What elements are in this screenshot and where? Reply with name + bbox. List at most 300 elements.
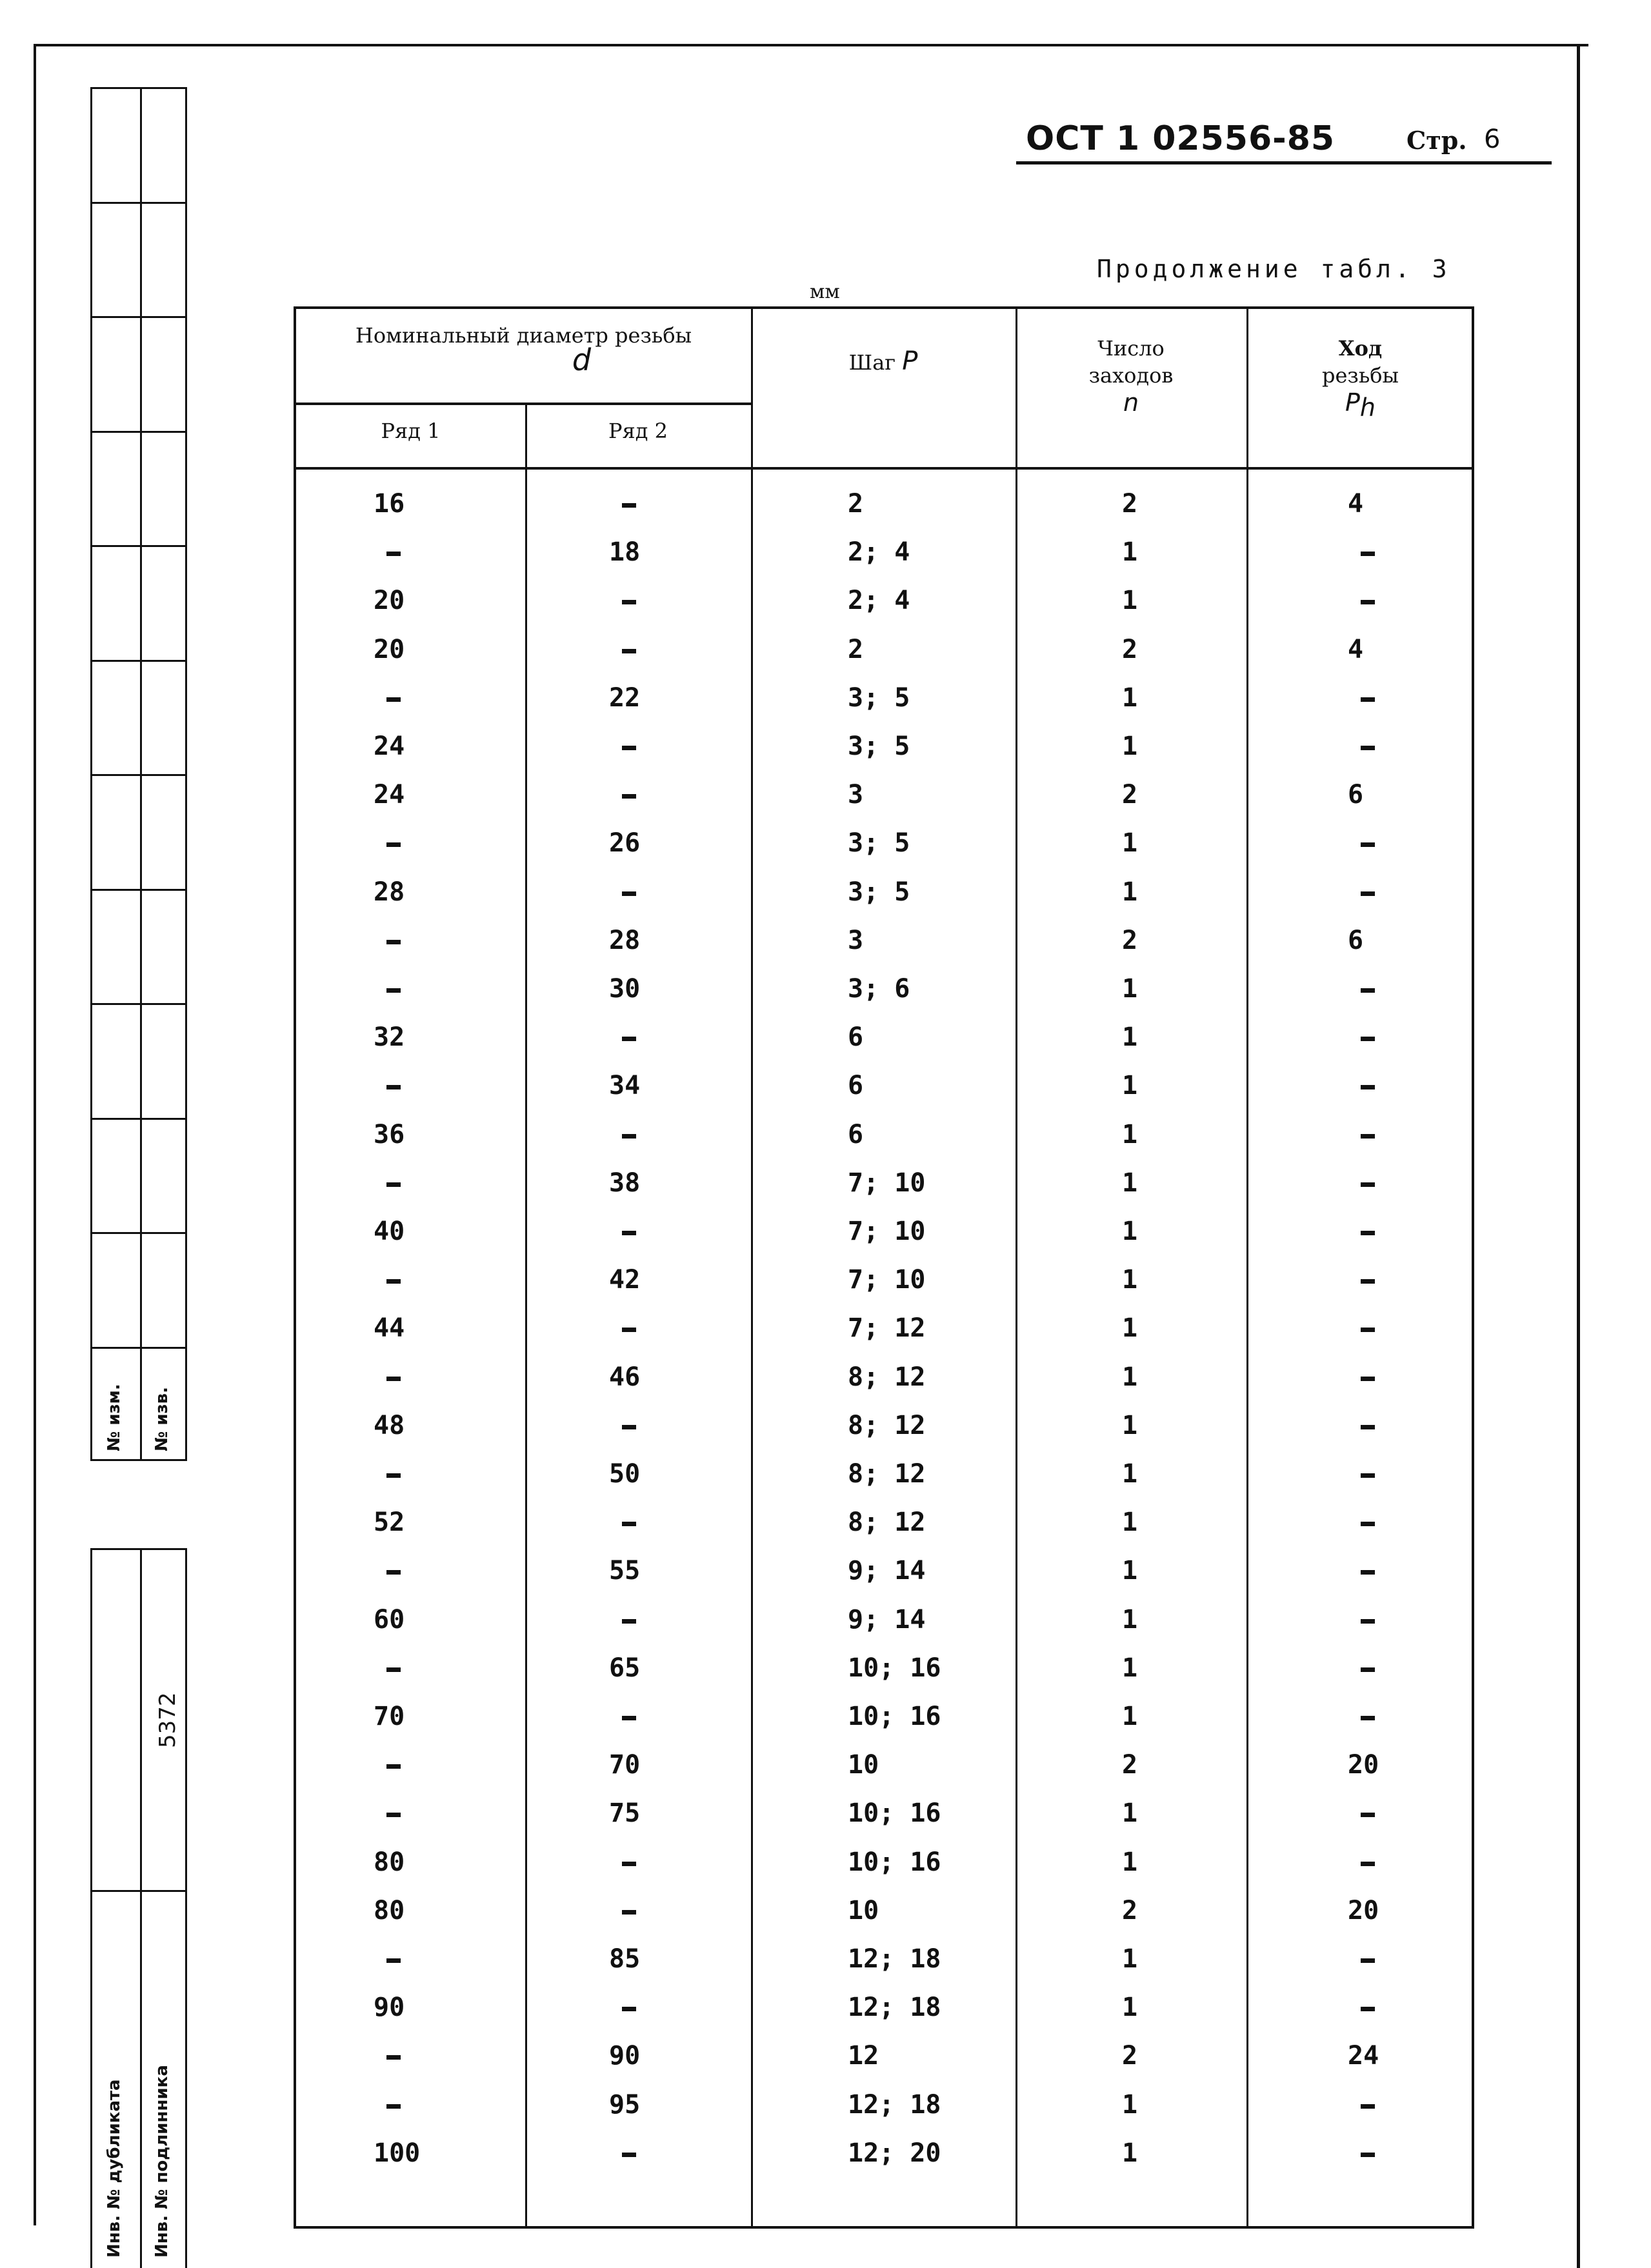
table-cell: 1 [1122,1604,1138,1635]
table-row [296,965,1477,1013]
header-lead-symbol-h: h [1359,393,1376,422]
table-cell: 48 [374,1410,405,1440]
table-cell [374,965,389,1013]
header-nominal-diameter-symbol: d [572,343,592,377]
table-cell: 20 [1348,1750,1379,1780]
dash-mark [1361,1425,1375,1429]
table-row [296,1741,1477,1789]
table-row [296,1159,1477,1208]
table-cell: 10; 16 [848,1653,941,1683]
label-duplicate-inventory: Инв. № дубликата [105,2079,124,2258]
table-cell: 1 [1122,1459,1138,1489]
table-cell: 1 [1122,1022,1138,1053]
table-cell: 10 [848,1895,879,1925]
table-cell: 65 [609,1653,641,1683]
table-cell: 3; 5 [848,731,910,761]
table-cell [1348,1693,1363,1741]
table-cell: 2 [848,489,864,519]
table-cell [374,2032,389,2080]
table-cell [609,480,625,528]
table-cell: 52 [374,1507,405,1538]
dash-mark [386,1570,401,1575]
header-lead [1246,335,1474,421]
table-cell: 24 [1348,2041,1379,2071]
table-cell [1348,2129,1363,2178]
header-nominal-diameter [296,322,751,349]
dash-mark [622,891,636,896]
table-row [296,1256,1477,1304]
table-cell: 7; 10 [848,1265,926,1295]
table-cell: 8; 12 [848,1507,926,1538]
header-starts-symbol: n [1123,388,1139,417]
table-row [296,2081,1477,2129]
table-cell: 1 [1122,1362,1138,1392]
table-cell: 6 [1348,780,1364,810]
table-cell: 3; 5 [848,877,910,907]
table-cell: 7; 10 [848,1168,926,1198]
table-cell: 55 [609,1556,641,1586]
dash-mark [1361,1231,1375,1235]
table-row [296,1693,1477,1741]
table-cell [374,1159,389,1208]
table-cell: 26 [609,828,641,859]
dash-mark [622,1037,636,1041]
dash-mark [1361,1619,1375,1624]
table-row [296,868,1477,917]
dash-mark [622,1716,636,1720]
dash-mark [386,1279,401,1284]
table-row [296,1935,1477,1984]
table-cell: 80 [374,1895,405,1925]
table-cell: 7; 12 [848,1313,926,1344]
header-starts-line1: Число [1097,336,1165,361]
dash-mark [1361,1473,1375,1478]
table-cell: 34 [609,1071,641,1101]
table-cell [1348,1838,1363,1887]
table-cell: 1 [1122,1410,1138,1440]
table-cell [609,1304,625,1353]
table-cell: 32 [374,1022,405,1053]
header-divider [296,403,751,405]
dash-mark [1361,2104,1375,2109]
table-cell: 1 [1122,1265,1138,1295]
table-cell: 90 [374,1993,405,2023]
table-cell [1348,1353,1363,1402]
dash-mark [1361,1134,1375,1139]
table-cell: 9; 14 [848,1556,926,1586]
table-cell: 2 [1122,1895,1138,1925]
dash-mark [386,1764,401,1769]
table-cell: 9; 14 [848,1604,926,1635]
table-row [296,1111,1477,1159]
header-rule [1016,161,1552,164]
dash-mark [386,1958,401,1963]
table-cell: 12; 18 [848,1993,941,2023]
page-label: Стр. [1406,126,1467,155]
dash-mark [1361,697,1375,702]
table-cell [1348,577,1363,625]
table-cell: 24 [374,731,405,761]
dash-mark [622,1619,636,1624]
table-cell [1348,1498,1363,1547]
table-cell [609,1596,625,1644]
dash-mark [622,1522,636,1526]
table-cell: 8; 12 [848,1410,926,1440]
table-continuation-caption: Продолжение табл. 3 [1097,255,1451,283]
table-cell [1348,1159,1363,1208]
table-row [296,722,1477,771]
dash-mark [622,2007,636,2011]
dash-mark [1361,600,1375,604]
header-pitch-text: Шаг [848,350,896,375]
dash-mark [1361,1667,1375,1672]
table-cell: 12 [848,2041,879,2071]
table-cell: 40 [374,1217,405,1246]
table-cell: 1 [1122,1847,1138,1877]
table-cell [609,1111,625,1159]
dash-mark [386,2055,401,2060]
table-row [296,1984,1477,2032]
table-cell [1348,1547,1363,1595]
dash-mark [386,940,401,944]
table-cell [1348,965,1363,1013]
table-row [296,2032,1477,2080]
thread-table [294,306,1474,2229]
table-cell [609,1693,625,1741]
table-cell [1348,1935,1363,1984]
table-cell: 50 [609,1459,641,1489]
table-cell [609,1498,625,1547]
page-frame-top [34,44,1588,46]
table-cell: 3 [848,925,864,955]
page-frame-right [1577,44,1580,2268]
dash-mark [386,2104,401,2109]
table-row [296,2129,1477,2178]
table-cell: 1 [1122,1217,1138,1246]
table-cell: 1 [1122,1944,1138,1974]
table-cell: 1 [1122,828,1138,859]
table-cell: 1 [1122,2138,1138,2168]
dash-mark [622,1425,636,1429]
label-original-inventory: Инв. № подлинника [152,2065,172,2258]
dash-mark [386,1377,401,1381]
table-cell: 20 [374,586,405,616]
table-cell: 1 [1122,1556,1138,1586]
table-cell [609,2129,625,2178]
table-cell [1348,1984,1363,2032]
table-cell: 1 [1122,1702,1138,1731]
dash-mark [386,842,401,847]
table-cell [374,1062,389,1110]
table-row [296,1596,1477,1644]
table-row [296,1644,1477,1693]
table-row [296,771,1477,819]
table-row [296,1208,1477,1256]
table-cell: 6 [848,1022,864,1053]
table-cell: 28 [374,877,405,907]
dash-mark [386,1813,401,1817]
table-cell: 16 [374,489,405,519]
table-cell [1348,1644,1363,1693]
table-row [296,917,1477,965]
table-cell: 2 [1122,780,1138,810]
table-cell: 44 [374,1313,405,1344]
dash-mark [1361,1377,1375,1381]
label-change-number: № изм. [105,1384,124,1451]
dash-mark [622,1910,636,1915]
table-cell: 2 [1122,634,1138,664]
table-cell [1348,1450,1363,1498]
table-cell: 2; 4 [848,537,910,568]
table-cell [374,1741,389,1789]
table-cell [1348,1111,1363,1159]
dash-mark [622,649,636,653]
table-row [296,819,1477,868]
table-cell [374,674,389,722]
document-code: ОСТ 1 02556-85 [1026,119,1336,158]
dash-mark [1361,2007,1375,2011]
table-row [296,1498,1477,1547]
table-cell: 70 [374,1702,405,1731]
table-cell: 70 [609,1750,641,1780]
table-row [296,1887,1477,1935]
table-cell [1348,1402,1363,1450]
table-cell: 85 [609,1944,641,1974]
table-cell: 1 [1122,2089,1138,2120]
page-frame-left [34,45,36,2225]
dash-mark [1361,988,1375,993]
table-row [296,480,1477,528]
dash-mark [1361,2153,1375,2157]
table-cell [374,1935,389,1984]
table-cell: 100 [374,2138,421,2168]
dash-mark [622,1231,636,1235]
table-cell [1348,1208,1363,1256]
table-cell: 12; 18 [848,2089,941,2120]
table-cell: 75 [609,1798,641,1829]
table-cell: 6 [848,1119,864,1149]
header-starts-line2: заходов [1088,363,1174,388]
table-cell: 1 [1122,1168,1138,1198]
table-cell: 20 [374,634,405,664]
table-row [296,1789,1477,1838]
table-cell [374,1353,389,1402]
side-strip-lower [90,1548,187,2268]
table-cell: 10; 16 [848,1702,941,1731]
table-cell [609,1013,625,1062]
dash-mark [1361,1813,1375,1817]
table-cell: 1 [1122,586,1138,616]
table-cell [1348,1256,1363,1304]
header-nominal-diameter-line2 [296,343,751,377]
table-cell: 1 [1122,1313,1138,1344]
table-cell [374,1789,389,1838]
dash-mark [1361,746,1375,750]
table-cell [374,819,389,868]
dash-mark [1361,1328,1375,1332]
dash-mark [1361,1570,1375,1575]
dash-mark [386,1182,401,1187]
table-cell: 4 [1348,489,1364,519]
dash-mark [386,552,401,556]
table-cell: 1 [1122,877,1138,907]
dash-mark [622,503,636,508]
table-row [296,1062,1477,1110]
dash-mark [1361,1037,1375,1041]
table-cell: 42 [609,1265,641,1295]
table-cell: 10 [848,1750,879,1780]
dash-mark [386,1085,401,1089]
dash-mark [622,1134,636,1139]
dash-mark [386,1667,401,1672]
label-notice-number: № изв. [152,1387,172,1451]
dash-mark [1361,1182,1375,1187]
table-cell: 1 [1122,974,1138,1004]
dash-mark [1361,842,1375,847]
table-cell: 1 [1122,1993,1138,2023]
table-cell: 1 [1122,1507,1138,1538]
dash-mark [1361,891,1375,896]
table-cell: 24 [374,780,405,810]
table-row [296,577,1477,625]
dash-mark [386,1473,401,1478]
table-cell [609,1887,625,1935]
table-cell: 36 [374,1119,405,1149]
table-cell: 1 [1122,1119,1138,1149]
table-cell: 12; 20 [848,2138,941,2168]
table-cell [374,528,389,577]
table-cell: 95 [609,2089,641,2120]
table-row [296,674,1477,722]
table-cell [1348,722,1363,771]
table-row [296,626,1477,674]
table-cell: 2 [848,634,864,664]
table-cell [374,2081,389,2129]
table-cell [609,868,625,917]
dash-mark [622,2153,636,2157]
table-cell [374,1450,389,1498]
table-cell: 1 [1122,731,1138,761]
table-row [296,1450,1477,1498]
header-lead-symbol [1246,389,1474,421]
table-cell: 60 [374,1604,405,1635]
table-cell: 6 [1348,925,1364,955]
dash-mark [622,794,636,799]
table-cell: 8; 12 [848,1459,926,1489]
header-lead-symbol-p: P [1345,388,1360,417]
table-cell: 38 [609,1168,641,1198]
table-cell: 2; 4 [848,586,910,616]
table-row [296,1838,1477,1887]
table-cell: 90 [609,2041,641,2071]
table-row [296,528,1477,577]
table-cell [374,1547,389,1595]
dash-mark [622,600,636,604]
inventory-number: 5372 [155,1692,181,1748]
dash-mark [1361,1279,1375,1284]
table-cell [609,577,625,625]
table-cell: 2 [1122,925,1138,955]
header-bottom-rule [296,467,1474,470]
dash-mark [1361,1085,1375,1089]
table-cell [609,1402,625,1450]
dash-mark [1361,1862,1375,1866]
table-cell: 3; 6 [848,974,910,1004]
header-pitch-symbol: P [902,346,918,376]
dash-mark [622,1328,636,1332]
table-cell: 4 [1348,634,1364,664]
table-cell: 10; 16 [848,1798,941,1829]
table-cell [609,1838,625,1887]
dash-mark [1361,1716,1375,1720]
table-cell: 2 [1122,489,1138,519]
header-row1: Ряд 1 [381,419,441,443]
dash-mark [386,988,401,993]
table-cell: 1 [1122,1071,1138,1101]
table-cell: 6 [848,1071,864,1101]
header-lead-line2: резьбы [1321,363,1399,388]
table-cell: 3; 5 [848,828,910,859]
table-cell [1348,868,1363,917]
dash-mark [622,746,636,750]
table-cell [609,1984,625,2032]
dash-mark [1361,1958,1375,1963]
table-cell: 12; 18 [848,1944,941,1974]
table-row [296,1304,1477,1353]
header-row2: Ряд 2 [608,419,668,443]
table-cell [1348,1062,1363,1110]
table-cell [609,722,625,771]
table-cell: 1 [1122,682,1138,713]
table-cell [609,626,625,674]
table-cell: 1 [1122,1798,1138,1829]
units-label: мм [810,281,840,303]
table-cell [1348,528,1363,577]
table-cell: 3 [848,780,864,810]
table-cell [1348,2081,1363,2129]
table-cell: 1 [1122,1653,1138,1683]
table-cell: 18 [609,537,641,568]
table-cell: 2 [1122,1750,1138,1780]
header-pitch [751,348,1016,376]
header-lead-line1: Ход [1338,336,1383,361]
table-cell [374,917,389,965]
table-row [296,1547,1477,1595]
header-starts [1016,335,1246,416]
table-cell: 7; 10 [848,1217,926,1246]
table-cell: 22 [609,682,641,713]
table-cell: 46 [609,1362,641,1392]
table-cell [1348,1596,1363,1644]
table-cell [1348,1013,1363,1062]
table-cell [374,1256,389,1304]
table-cell: 3; 5 [848,682,910,713]
dash-mark [386,697,401,702]
table-cell: 28 [609,925,641,955]
table-cell: 30 [609,974,641,1004]
header-nominal-diameter-text: Номинальный диаметр резьбы [355,323,692,348]
dash-mark [622,1862,636,1866]
table-cell: 80 [374,1847,405,1877]
table-cell [609,771,625,819]
table-cell: 1 [1122,537,1138,568]
table-row [296,1402,1477,1450]
table-cell [1348,819,1363,868]
dash-mark [1361,1522,1375,1526]
dash-mark [1361,552,1375,556]
table-cell [374,1644,389,1693]
table-cell: 20 [1348,1895,1379,1925]
